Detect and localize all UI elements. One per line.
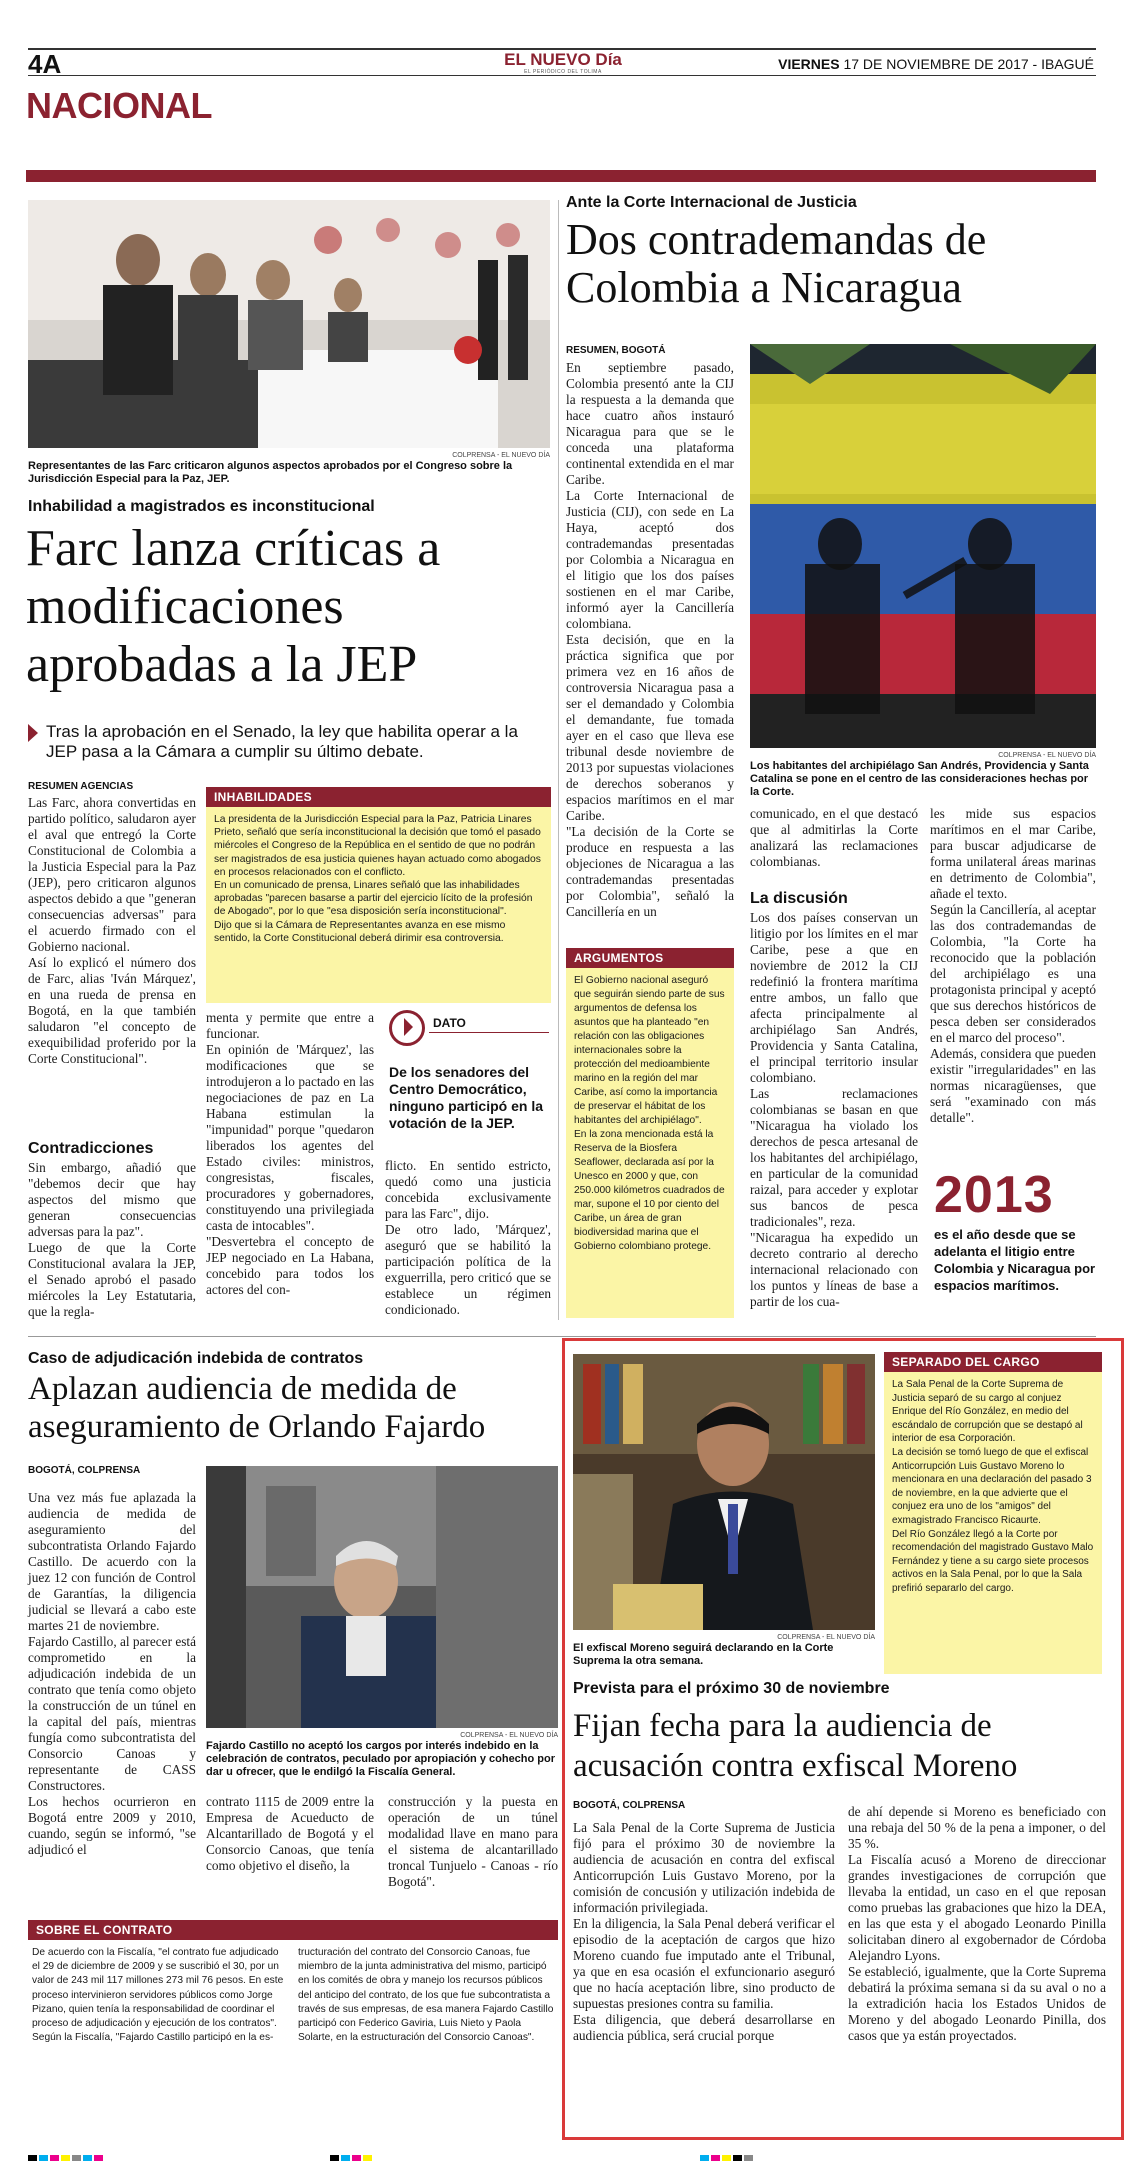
- farc-body-col1b: Sin embargo, añadió que "debemos decir que hay aspectos del mismo que generan consecuencias adversas para la paz". Luego de que la Corte Constitucional avalara la JEP, el Senado aprobó el pasado miércoles la Ley Estatutaria, que la regla-: [28, 1160, 196, 1319]
- farc-body-col1: Las Farc, ahora convertidas en partido político, saludaron ayer el aval que entregó la Corte Constitucional de Colombia a la Justicia Especial para la Paz (JEP), pero criticaron algunos aspectos debido a que "generan consecuencias adversas" para el acuerdo firmado con el Gobierno nacional. Así lo explicó el número dos de Farc, alias 'Iván Márquez', en una rueda de prensa en Bogotá, en la que también saludaron "el concepto de exequibilidad proferido por la Corte Constitucional".: [28, 795, 196, 1066]
- registration-marks-left: [28, 2146, 105, 2165]
- moreno-photo: [573, 1354, 875, 1630]
- argumentos-title: ARGUMENTOS: [566, 948, 734, 968]
- cij-body-col3: les mide sus espacios marítimos en el mar Caribe, para buscar adjudicarse de forma unilateral áreas marinas en detrimento de Colombia", añade el texto. Según la Cancillería, al aceptar las dos contrademandas de Colombia, "la Corte ha reconocido que la población del archipiélago es una protagonista principal y aceptó que sus derechos históricos de pesca deben ser considerados en el marco del proceso". Además, considera que pueden existir "irregularidades" en las normas nicaragüenses, que será "examinado con más detalle".: [930, 806, 1096, 1125]
- cij-flag-photo: [750, 344, 1096, 748]
- separado-text: La Sala Penal de la Corte Suprema de Justicia separó de su cargo al conjuez Enrique del Río González, en medio del escándalo de corrupción que se destapó al interior de esa Corporación. La decisión se tomó luego de que el exfiscal Anticorrupción Luis Gustavo Moreno lo mencionara en una declaración del pasado 3 de noviembre, en la que advierte que el conjuez era uno de los "amigos" del exmagistrado Francisco Ricaurte. Del Río González llegó a la Corte por recomendación del magistrado Gustavo Malo Fernández y tiene a su cargo siete procesos activos en la Sala Penal, por lo que la Sala prefirió separarlo del cargo.: [884, 1372, 1102, 1674]
- horizontal-divider: [28, 1336, 1096, 1337]
- cij-kicker: Ante la Corte Internacional de Justicia: [566, 194, 857, 211]
- inhabilidades-title: INHABILIDADES: [206, 787, 551, 807]
- farc-body-col2: menta y permite que entre a funcionar. En opinión de 'Márquez', las modificaciones que se introdujeron a lo pactado en las negociaciones de paz en La Habana estimulan la "impunidad" porque "quedaron liberados los agentes del Estado civiles: ministros, congresistas, fiscales, procuradores y gobernadores, constituyendo una privilegiada casta de intocables". "Desvertebra el concepto de JEP negociado en La Habana, concebido para todos los actores del con-: [206, 1010, 374, 1297]
- fajardo-photo: [206, 1466, 558, 1728]
- farc-kicker: Inhabilidad a magistrados es inconstitucional: [28, 498, 375, 515]
- farc-subhead: Contradicciones: [28, 1140, 154, 1157]
- moreno-photo-illustration: [573, 1354, 875, 1630]
- farc-lede: Tras la aprobación en el Senado, la ley que habilita operar a la JEP pasa a la Cámara a cumplir su último debate.: [46, 722, 518, 761]
- farc-lede-marker: [28, 724, 38, 742]
- issue-date: [778, 56, 1094, 72]
- cij-headline: Dos contrademandas de Colombia a Nicaragua: [566, 215, 987, 312]
- cij-byline: RESUMEN, BOGOTÁ: [566, 345, 666, 356]
- argumentos-text: El Gobierno nacional aseguró que seguirán siendo parte de sus argumentos de defensa los asuntos que ha planteado "en relación con las obligaciones internacionales sobre la protección del medioambiente marino en la región del mar Caribe, así como la importancia de preservar el hábitat de los habitantes del archipiélago". En la zona mencionada está la Reserva de la Biosfera Seaflower, declarada así por la Unesco en 2000 y que, con 250.000 kilómetros cuadrados de mar, supone el 10 por ciento del Caribe, un área de gran biodiversidad marina que el Gobierno colombiano protege.: [566, 968, 734, 1318]
- registration-marks-center: [330, 2146, 374, 2165]
- fajardo-photo-caption: Fajardo Castillo no aceptó los cargos por interés indebido en la celebración de contratos, peculado por apropiación y cohecho por dar u ofrecer, que le endilgó la Fiscalía General.: [206, 1740, 556, 1778]
- moreno-body-col1: La Sala Penal de la Corte Suprema de Justicia fijó para el próximo 30 de noviembre la audiencia de acusación en contra del exfiscal Anticorrupción Luis Gustavo Moreno, por la comisión de concusión y utilización indebida de información privilegiada. En la diligencia, la Sala Penal deberá verificar el episodio de la aceptación de cargos que hizo Moreno cuando fue imputado ante el Tribunal, ya que en esa ocasión el exfuncionario aseguró que no hacía aceptación libre, sino producto de supuestas presiones contra su familia. Esta diligencia, que deberá desarrollarse en audiencia pública, será crucial porque: [573, 1820, 835, 2043]
- argumentos-box: [566, 948, 734, 1318]
- logo-text: EL NUEVO Día: [504, 50, 622, 69]
- section-rule: [26, 170, 1096, 182]
- dato-icon: [389, 1010, 425, 1046]
- fajardo-body-col1: Una vez más fue aplazada la audiencia de medida de aseguramiento del subcontratista Orlando Fajardo Castillo. De acuerdo con la juez 12 con función de Control de Garantías, la diligencia judicial se llevará a cabo este martes 21 de noviembre. Fajardo Castillo, al parecer está comprometido en la adjudicación indebida de un contrato que tenía como objeto la construcción de un túnel en la capital del país, mientras fungía como subcontratista del Consorcio Canoas y representante de CASS Constructores. Los hechos ocurrieron en Bogotá entre 2009 y 2010, cuando, según se informó, "se adjudicó el: [28, 1490, 196, 1857]
- moreno-byline: BOGOTÁ, COLPRENSA: [573, 1800, 686, 1811]
- farc-press-photo: [28, 200, 550, 448]
- moreno-headline: Fijan fecha para la audiencia de acusación contra exfiscal Moreno: [573, 1708, 1018, 1784]
- fajardo-kicker: Caso de adjudicación indebida de contratos: [28, 1350, 364, 1367]
- logo-tagline: EL PERIÓDICO DEL TOLIMA: [524, 69, 602, 75]
- cij-photo-credit: COLPRENSA - EL NUEVO DÍA: [998, 752, 1096, 759]
- sobre-contrato-box: [28, 1920, 558, 2051]
- fajardo-photo-illustration: [206, 1466, 558, 1728]
- separado-box: [884, 1352, 1102, 1674]
- farc-photo-illustration: [28, 200, 550, 448]
- sobre-contrato-col1: De acuerdo con la Fiscalía, "el contrato fue adjudicado el 29 de diciembre de 2009 y se suscribió el 30, por un valor de 243 mil 117 millones 273 mil 76 pesos. En este proceso intervinieron servidores públicos como Jorge Pizano, quien tenía la responsabilidad de coordinar el proceso de adjudicación y ejecución de los contratos". Según la Fiscalía, "Fajardo Castillo participó en la es-: [32, 1947, 284, 2044]
- page-number: 4A: [28, 49, 62, 79]
- farc-photo-caption: Representantes de las Farc criticaron algunos aspectos aprobados por el Congreso sobre la Jurisdicción Especial para la Paz, JEP.: [28, 460, 513, 485]
- dato-label: DATO: [433, 1016, 466, 1030]
- cij-big-number: 2013: [934, 1166, 1054, 1224]
- inhabilidades-text: La presidenta de la Jurisdicción Especial para la Paz, Patricia Linares Prieto, señaló que sería inconstitucional la decisión que tomó el pasado miércoles el Congreso de la República en el sentido de que no podrán ser magistrados de esa justicia quienes hayan actuado como abogados en procesos relacionados con el conflicto. En un comunicado de prensa, Linares señaló que las inhabilidades aprobadas "parecen basarse a partir del ejercicio lícito de la profesión de Abogado", por lo que "esa disposición sería inconstitucional". Dijo que si la Cámara de Representantes avanza en ese mismo sentido, la Corte Constitucional deberá dirimir esa controversia.: [206, 807, 551, 1003]
- issue-date-text: 17 DE NOVIEMBRE DE 2017 - IBAGUÉ: [843, 56, 1094, 72]
- cij-photo-illustration: [750, 344, 1096, 748]
- sobre-contrato-col2: tructuración del contrato del Consorcio Canoas, fue miembro de la junta administrativa del mismo, participó en los comités de obra y manejo los recursos públicos del anticipo del contrato, de los que fue subcontratista a través de sus empresas, de esa manera Fajardo Castillo participó con Federico Gaviria, Luis Nieto y Paola Solarte, en la estructuración del Consorcio Canoas".: [298, 1947, 554, 2044]
- fajardo-body-col2: contrato 1115 de 2009 entre la Empresa de Acueducto de Alcantarillado de Bogotá y el Consorcio Canoas, que tenía como objetivo el diseño, la: [206, 1794, 374, 1873]
- masthead-bar: [28, 48, 1096, 79]
- newspaper-logo: [478, 50, 648, 76]
- cij-body-col1: En septiembre pasado, Colombia presentó ante la CIJ la respuesta a la demanda que hace cuatro años instauró Nicaragua para que se le conceda una plataforma continental extendida en el mar Caribe. La Corte Internacional de Justicia (CIJ), con sede en La Haya, aceptó dos contrademandas presentadas por Colombia a Nicaragua en el litigio que los dos países sostienen en el mar Caribe, informó ayer la Cancillería colombiana. Esta decisión, que en la práctica significa que por primera vez en 16 años de controversia Nicaragua pasa a ser el demandado y Colombia el demandante, fue tomada ayer en el caso que lleva ese tribunal desde noviembre de 2013 por supuestas violaciones de derechos soberanos y espacios marítimos en el mar Caribe. "La decisión de la Corte se produce en respuesta a las objeciones de Nicaragua a las contrademandas presentadas por Colombia", señaló la Cancillería en un: [566, 360, 734, 919]
- dato-text: De los senadores del Centro Democrático, ninguno participó en la votación de la JEP.: [389, 1064, 543, 1131]
- separado-title: SEPARADO DEL CARGO: [884, 1352, 1102, 1372]
- cij-big-number-text: es el año desde que se adelanta el litigio entre Colombia y Nicaragua por espacios marítimos.: [934, 1227, 1096, 1293]
- farc-headline: Farc lanza críticas a modificaciones aprobadas a la JEP: [26, 520, 441, 693]
- moreno-photo-credit: COLPRENSA - EL NUEVO DÍA: [777, 1634, 875, 1641]
- farc-body-col3: flicto. En sentido estricto, quedó como una justicia concebida exclusivamente para las Farc", dijo. De otro lado, 'Márquez', aseguró que se habilitó la participación política de la exguerrilla, pero criticó que se establece un régimen condicionado.: [385, 1158, 551, 1317]
- fajardo-photo-credit: COLPRENSA - EL NUEVO DÍA: [460, 1732, 558, 1739]
- cij-subhead: La discusión: [750, 890, 848, 907]
- farc-photo-credit: COLPRENSA - EL NUEVO DÍA: [452, 452, 550, 459]
- dato-rule: [429, 1032, 549, 1033]
- registration-marks-right: [700, 2146, 755, 2165]
- cij-body-col2b: Los dos países conservan un litigio por los límites en el mar Caribe, pese a que en noviembre de 2012 la CIJ redefinió la frontera marítima entre ambos, un fallo que afecta principalmente al archipiélago San Andrés, Providencia y Santa Catalina, el principal territorio insular colombiano. Las reclamaciones colombianas se basan en que "Nicaragua ha violado los derechos de pesca artesanal de los habitantes del archipiélago, en particular de la comunidad raizal, para acceder y explotar sus bancos de pesca tradicionales", reza. "Nicaragua ha expedido un decreto contrario al derecho internacional relacionado con los puntos y líneas de base a partir de los cua-: [750, 910, 918, 1309]
- issue-day: VIERNES: [778, 56, 840, 72]
- moreno-kicker: Prevista para el próximo 30 de noviembre: [573, 1680, 890, 1697]
- column-divider-top: [558, 200, 559, 1320]
- farc-byline: RESUMEN AGENCIAS: [28, 781, 134, 792]
- moreno-body-col2: de ahí depende si Moreno es beneficiado con una rebaja del 50 % de la pena a imponer, o del 35 %. La Fiscalía acusó a Moreno de direccionar grandes investigaciones de corrupción que llevaba la entidad, un caso en el que reposan como pruebas las grabaciones que hizo la DEA, en las que esta y el abogado Leonardo Pinilla solicitaban dinero al exgobernador de Córdoba Alejandro Lyons. Se estableció, igualmente, que la Corte Suprema debatirá la próxima semana si da su aval o no a la extradición hacia los Estados Unidos de Moreno y del abogado Leonardo Pinilla, dos casos que ya están proyectados.: [848, 1804, 1106, 2043]
- moreno-photo-caption: El exfiscal Moreno seguirá declarando en la Corte Suprema la otra semana.: [573, 1642, 834, 1667]
- fajardo-body-col3: construcción y la puesta en operación de un túnel modalidad llave en mano para el sistema de alcantarillado troncal Tunjuelo - Canoas - río Bogotá".: [388, 1794, 558, 1889]
- fajardo-headline: Aplazan audiencia de medida de aseguramiento de Orlando Fajardo: [28, 1371, 486, 1445]
- inhabilidades-box: [206, 787, 551, 1003]
- cij-photo-caption: Los habitantes del archipiélago San Andrés, Providencia y Santa Catalina se pone en el centro de las consideraciones hechas por la Corte.: [750, 760, 1089, 798]
- sobre-contrato-body: [28, 1940, 558, 2051]
- cij-body-col2: comunicado, en el que destacó que al admitirlas la Corte analizará las reclamaciones colombianas.: [750, 806, 918, 869]
- sobre-contrato-title: SOBRE EL CONTRATO: [28, 1920, 558, 1940]
- fajardo-byline: BOGOTÁ, COLPRENSA: [28, 1465, 141, 1476]
- section-title: NACIONAL: [26, 85, 212, 126]
